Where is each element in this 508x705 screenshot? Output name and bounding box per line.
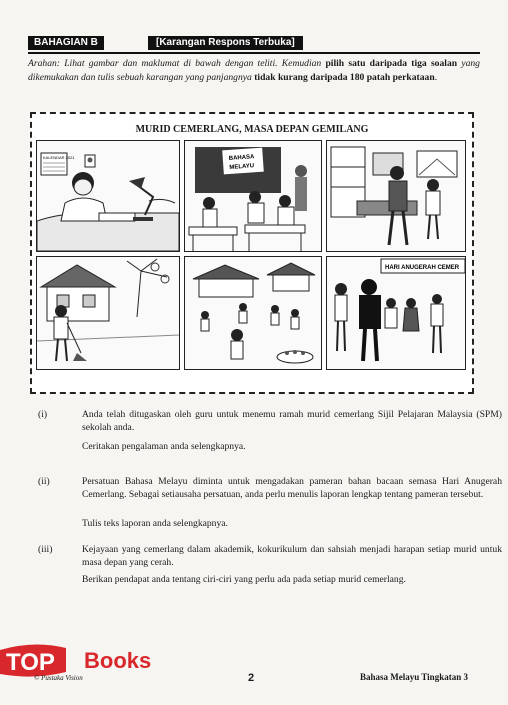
copyright: © Pustaka Vision [34, 674, 83, 682]
illustration-frame [30, 112, 474, 394]
office-drawing [327, 141, 465, 251]
illustration-title: MURID CEMERLANG, MASA DEPAN GEMILANG [135, 124, 369, 135]
question-1-text: Anda telah ditugaskan oleh guru untuk menemu ramah murid cemerlang Sijil Pelajaran Malaysia (SPM) sekolah anda. [82, 409, 502, 433]
instructions-part2: yang dikemukakan dan tulis sebuah karangan yang panjangnya [28, 58, 480, 83]
topbooks-logo-graphic [0, 640, 200, 700]
sweeping-yard-drawing [37, 257, 179, 369]
student-studying-drawing [37, 141, 179, 251]
board-text-melayu: MELAYU [229, 163, 255, 171]
question-1-task: Ceritakan pengalaman anda selengkapnya. [82, 441, 246, 452]
question-2-text: Persatuan Bahasa Melayu diminta untuk mengadakan pameran bahan bacaan semasa Hari Anugerah Cemerlang. Sebagai setiausaha persatuan, anda perlu menulis laporan lengkap tentang pameran tersebut. [82, 476, 502, 500]
picture-student-studying [36, 140, 180, 252]
section-title: [Karangan Respons Terbuka] [148, 36, 303, 50]
board-text-bahasa: BAHASA [228, 154, 255, 162]
award-ceremony-drawing [327, 257, 465, 369]
question-3-text: Kejayaan yang cemerlang dalam akademik, kokurikulum dan sahsiah menjadi harapan setiap murid untuk masa depan yang cerah. [82, 544, 502, 568]
topbooks-logo [0, 640, 200, 700]
classroom-drawing [185, 141, 321, 251]
logo-text-top: TOP [6, 649, 55, 676]
logo-text-books: Books [84, 648, 152, 673]
picture-office [326, 140, 466, 252]
playground-drawing [185, 257, 321, 369]
question-3-task: Berikan pendapat anda tentang ciri-ciri yang perlu ada pada setiap murid cemerlang. [82, 574, 406, 585]
question-1-number: (i) [38, 409, 48, 420]
picture-classroom [184, 140, 322, 252]
book-title: Bahasa Melayu Tingkatan 3 [360, 672, 468, 682]
picture-playground [184, 256, 322, 370]
instructions-lead: Arahan [28, 58, 57, 69]
question-3-number: (iii) [38, 544, 53, 555]
question-2-task: Tulis teks laporan anda selengkapnya. [82, 518, 228, 529]
instructions-part1: : Lihat gambar dan maklumat di bawah dengan teliti. Kemudian [56, 58, 326, 69]
instructions-bold2: tidak kurang daripada 180 patah perkataan [254, 72, 435, 83]
picture-award-ceremony [326, 256, 466, 370]
page-number: 2 [248, 672, 255, 684]
banner-text: HARI ANUGERAH CEMER [385, 265, 460, 271]
picture-sweeping-yard [36, 256, 180, 370]
instructions-bold1: pilih satu daripada tiga soalan [325, 58, 458, 69]
calendar-label: KALENDAR 2021 [43, 155, 75, 160]
section-label: BAHAGIAN B [28, 36, 104, 50]
instructions-end: . [434, 72, 438, 83]
instructions [28, 57, 480, 85]
question-2-number: (ii) [38, 476, 50, 487]
